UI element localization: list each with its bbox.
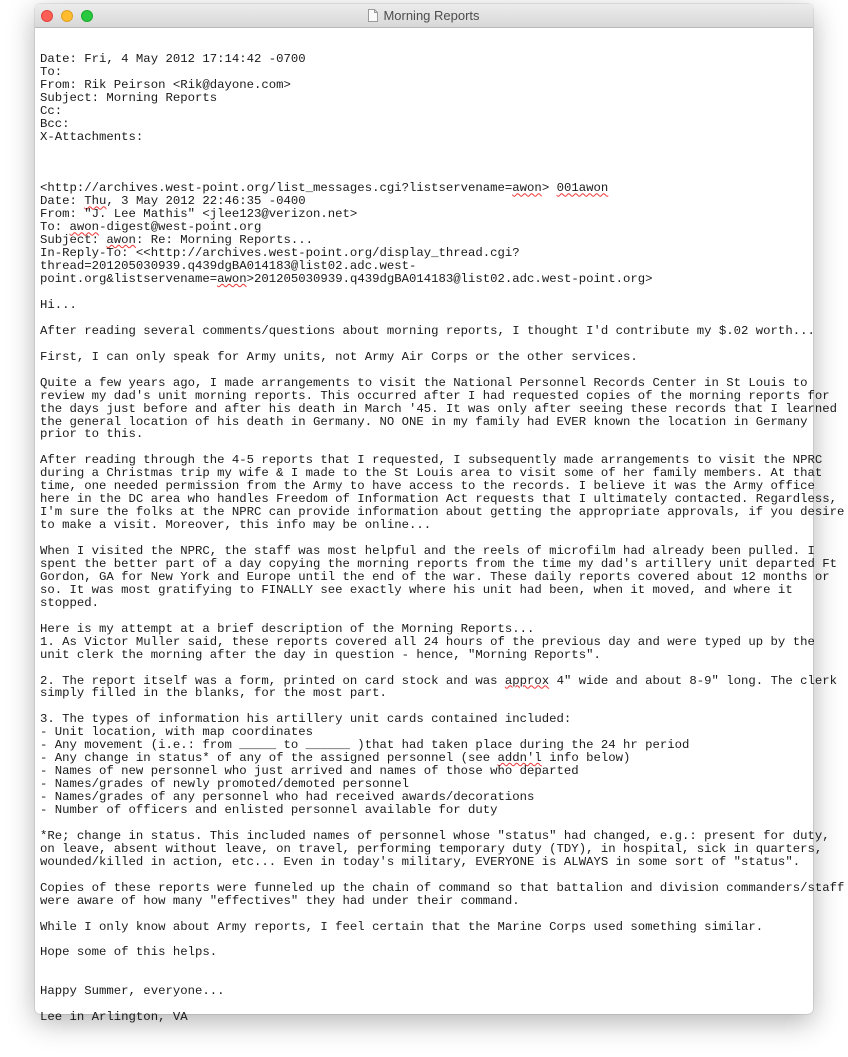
body-line: Happy Summer, everyone...	[40, 984, 225, 999]
body-line: First, I can only speak for Army units, not Army Air Corps or the other services.	[40, 349, 638, 364]
body-line	[40, 610, 813, 623]
body-line: were aware of how many "effectives" they had under their command.	[40, 893, 520, 908]
misspelled-word[interactable]: awon	[106, 233, 136, 248]
body-line	[40, 364, 813, 377]
window-title-area	[35, 4, 813, 27]
window-title: Morning Reports	[383, 8, 480, 23]
header-line: Date: Fri, 4 May 2012 17:14:42 -0700	[40, 51, 306, 66]
misspelled-word[interactable]: awon	[512, 181, 542, 196]
body-line: From: "J. Lee Mathis" <jlee123@verizon.net>	[40, 207, 358, 222]
misspelled-word[interactable]: addn'l	[497, 751, 542, 766]
misspelled-word[interactable]: 001awon	[556, 181, 609, 196]
body-line	[40, 817, 813, 830]
header-line: Cc:	[40, 103, 70, 118]
message-body[interactable]	[40, 27, 845, 1025]
misspelled-word[interactable]: awon	[69, 220, 100, 235]
body-line: Here is my attempt at a brief description of the Morning Reports...	[40, 621, 535, 636]
body-line: Lee in Arlington, VA	[40, 1010, 188, 1025]
body-line: In-Reply-To: <<http://archives.west-point.org/display_thread.cgi?	[40, 246, 520, 261]
body-line: spent the better part of a day copying the morning reports from the time my dad's artillery unit departed Ft	[40, 556, 837, 571]
misspelled-word[interactable]: Thu	[84, 194, 107, 209]
body-line: I'm sure the folks at the NPRC can provide information about getting the appropriate approvals, if you desire	[40, 505, 845, 520]
body-line: To: awon-digest@west-point.org	[40, 220, 262, 235]
body-line: - Any change in status* of any of the assigned personnel (see addn'l info below)	[40, 751, 631, 766]
document-icon	[368, 9, 378, 22]
body-line: <http://archives.west-point.org/list_messages.cgi?listservename=awon> 001awon	[40, 181, 609, 196]
body-line: - Number of officers and enlisted personnel available for duty	[40, 803, 498, 818]
body-line: stopped.	[40, 595, 100, 610]
body-line: - Names of new personnel who just arrived and names of those who departed	[40, 764, 579, 779]
body-line	[40, 338, 813, 351]
misspelled-word[interactable]: awon	[217, 272, 247, 287]
body-line: the days just before and after his death in March '45. It was only after seeing these records that I learned	[40, 401, 837, 416]
body-line: After reading through the 4-5 reports that I requested, I subsequently made arrangements to visit the NPRC	[40, 453, 823, 468]
body-line	[40, 312, 813, 325]
body-line: 1. As Victor Muller said, these reports covered all 24 hours of the previous day and were typed up by the	[40, 634, 815, 649]
body-line: Date: Thu, 3 May 2012 22:46:35 -0400	[40, 194, 306, 209]
email-text	[40, 169, 845, 1025]
header-line: From: Rik Peirson <Rik@dayone.com>	[40, 77, 291, 92]
title-bar[interactable]	[35, 4, 813, 28]
body-line: point.org&listservename=awon>201205030939.q439dgBA014183@list02.adc.west-point.org>	[40, 272, 653, 287]
body-line: - Names/grades of any personnel who had received awards/decorations	[40, 790, 535, 805]
body-line: 2. The report itself was a form, printed on card stock and was approx 4" wide and about 8-9" long. The clerk	[40, 673, 837, 688]
body-line: so. It was most gratifying to FINALLY see exactly where his unit had been, when it moved, and where it	[40, 582, 793, 597]
body-line: *Re; change in status. This included names of personnel whose "status" had changed, e.g.: present for duty,	[40, 828, 830, 843]
header-line: Subject: Morning Reports	[40, 90, 218, 105]
body-line: Subject: awon: Re: Morning Reports...	[40, 233, 314, 248]
body-line: review my dad's unit morning reports. This occurred after I had requested copies of the morning reports for	[40, 388, 830, 403]
body-line: Hope some of this helps.	[40, 945, 218, 960]
body-line	[40, 869, 813, 882]
body-line: unit clerk the morning after the day in question - hence, "Morning Reports".	[40, 647, 601, 662]
body-line	[40, 286, 813, 299]
header-line: Bcc:	[40, 116, 77, 131]
body-line: to make a visit. Moreover, this info may be online...	[40, 518, 432, 533]
body-line: - Names/grades of newly promoted/demoted personnel	[40, 777, 409, 792]
body-line: wounded/killed in action, etc... Even in today's military, EVERYONE is ALWAYS in some sort of "status".	[40, 854, 801, 869]
body-line: prior to this.	[40, 427, 144, 442]
body-line: thread=201205030939.q439dgBA014183@list02.adc.west-	[40, 259, 417, 274]
header-line: To:	[40, 64, 70, 79]
body-line: Copies of these reports were funneled up the chain of command so that battalion and division commanders/staff	[40, 880, 845, 895]
body-line: 3. The types of information his artillery unit cards contained included:	[40, 712, 572, 727]
body-line	[40, 662, 813, 675]
body-line: Quite a few years ago, I made arrangements to visit the National Personnel Records Center in St Louis to	[40, 375, 808, 390]
body-line: When I visited the NPRC, the staff was most helpful and the reels of microfilm had already been pulled. I	[40, 544, 815, 559]
body-line	[40, 959, 813, 972]
body-line: time, one needed permission from the Army to have access to the records. I believe it was the Army office	[40, 479, 815, 494]
body-line: the general location of his death in Germany. NO ONE in my family had EVER known the location in Germany	[40, 414, 808, 429]
body-line: Hi...	[40, 297, 77, 312]
email-headers	[40, 53, 813, 144]
body-line: While I only know about Army reports, I feel certain that the Marine Corps used something similar.	[40, 919, 764, 934]
misspelled-word[interactable]: approx	[504, 673, 550, 688]
body-line: - Unit location, with map coordinates	[40, 725, 314, 740]
body-line: on leave, absent without leave, on travel, performing temporary duty (TDY), in hospital, sick in quarters,	[40, 841, 823, 856]
header-line: X-Attachments:	[40, 129, 151, 144]
body-line: here in the DC area who handles Freedom of Information Act requests that I ultimately contacted. Regardless,	[40, 492, 837, 507]
body-line	[40, 908, 813, 921]
body-line: during a Christmas trip my wife & I made to the St Louis area to visit some of her family members. At that	[40, 466, 823, 481]
body-line: - Any movement (i.e.: from _____ to ______ )that had taken place during the 24 hr period	[40, 738, 690, 753]
body-line: Gordon, GA for New York and Europe until the end of the war. These daily reports covered about 12 months or	[40, 569, 830, 584]
mail-window	[35, 4, 845, 1025]
body-line: simply filled in the blanks, for the most part.	[40, 686, 387, 701]
body-line: After reading several comments/questions about morning reports, I thought I'd contribute my $.02 worth...	[40, 323, 815, 338]
